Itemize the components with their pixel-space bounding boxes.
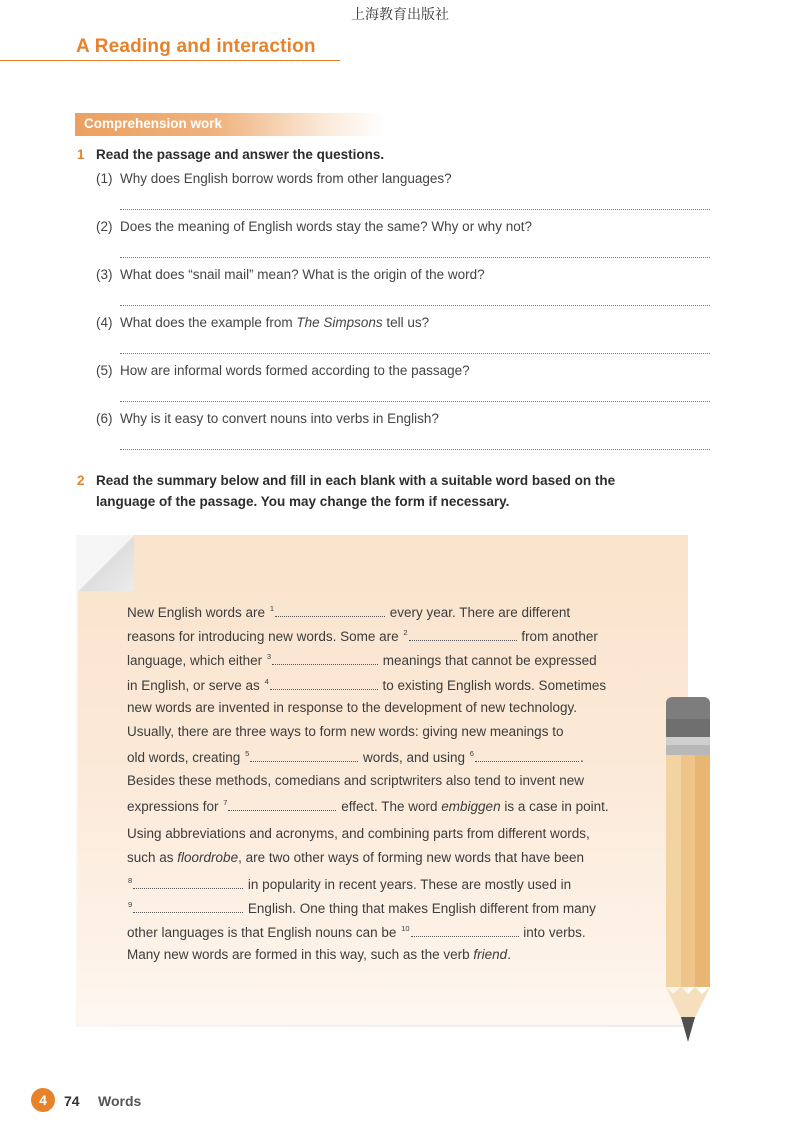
summary-text: , are two other ways of forming new words that have been: [238, 850, 585, 865]
question-5: [96, 363, 470, 378]
summary-text: such as: [127, 850, 178, 865]
answer-line-1[interactable]: [120, 209, 710, 210]
blank-number: 2: [403, 628, 408, 637]
summary-line-4: [127, 676, 606, 693]
summary-italic-word: friend: [473, 947, 508, 962]
blank-6[interactable]: [475, 748, 579, 762]
summary-line-2: [127, 627, 598, 644]
question-italic-title: The Simpsons: [296, 315, 383, 330]
pencil-cap-shade: [666, 719, 710, 737]
blank-2[interactable]: [409, 627, 517, 641]
summary-text: language, which either: [127, 653, 266, 668]
pencil-icon: [664, 697, 712, 1042]
summary-text: into verbs.: [519, 925, 586, 940]
question-text: tell us?: [382, 315, 430, 330]
blank-3[interactable]: [272, 651, 378, 665]
summary-text: English. One thing that makes English different from many: [244, 901, 596, 916]
blank-number: 6: [469, 749, 474, 758]
summary-line-3: [127, 651, 597, 668]
question-number: (1): [96, 171, 113, 186]
section-underline: [0, 60, 340, 61]
question-text: What does the example from: [120, 315, 297, 330]
blank-7[interactable]: [228, 797, 336, 811]
pencil-body-mid: [681, 755, 695, 987]
question-2: [96, 219, 532, 234]
summary-line-1: [127, 603, 570, 620]
summary-text: expressions for: [127, 799, 223, 814]
summary-italic-word: floordrobe: [177, 850, 239, 865]
summary-text: in English, or serve as: [127, 678, 264, 693]
question-text: Why is it easy to convert nouns into verbs in English?: [120, 411, 439, 426]
summary-line-15: [127, 947, 511, 962]
blank-8[interactable]: [133, 875, 243, 889]
answer-line-3[interactable]: [120, 305, 710, 306]
pencil-ferrule-band: [666, 745, 710, 755]
section-title: A Reading and interaction: [76, 36, 316, 57]
blank-number: 8: [128, 876, 133, 885]
question-number: (2): [96, 219, 113, 234]
question-text: Why does English borrow words from other languages?: [120, 171, 452, 186]
summary-line-13: [127, 899, 596, 916]
blank-number: 10: [401, 924, 410, 933]
unit-title: Words: [98, 1093, 142, 1109]
question-text: What does “snail mail” mean? What is the origin of the word?: [120, 267, 485, 282]
summary-text: New English words are: [127, 605, 269, 620]
summary-line-9: [127, 797, 609, 814]
task-1-instruction: Read the passage and answer the questions.: [96, 147, 385, 162]
blank-number: 9: [128, 900, 133, 909]
question-text: How are informal words formed according to the passage?: [120, 363, 470, 378]
summary-text: to existing English words. Sometimes: [378, 678, 607, 693]
question-number: (3): [96, 267, 113, 282]
summary-line-12: [127, 875, 571, 892]
task-1-number: 1: [77, 147, 85, 162]
summary-line-7: [127, 748, 584, 765]
answer-line-4[interactable]: [120, 353, 710, 354]
answer-line-2[interactable]: [120, 257, 710, 258]
summary-text: old words, creating: [127, 750, 245, 765]
summary-text: reasons for introducing new words. Some are: [127, 629, 403, 644]
summary-text: every year. There are different: [385, 605, 571, 620]
blank-number: 1: [269, 604, 274, 613]
blank-number: 3: [266, 652, 272, 661]
summary-text: in popularity in recent years. These are mostly used in: [244, 877, 572, 892]
blank-number: 7: [223, 798, 228, 807]
summary-text: other languages is that English nouns can be: [127, 925, 401, 940]
question-4: [96, 315, 429, 330]
summary-line-8: Besides these methods, comedians and scriptwriters also tend to invent new: [127, 773, 584, 788]
unit-badge: 4: [31, 1088, 55, 1112]
comprehension-banner: [75, 113, 385, 136]
answer-line-5[interactable]: [120, 401, 710, 402]
question-3: [96, 267, 485, 282]
blank-10[interactable]: [411, 923, 519, 937]
summary-text: .: [579, 750, 584, 765]
summary-text: Many new words are formed in this way, such as the verb: [127, 947, 474, 962]
task-2-instruction-line: Read the summary below and fill in each blank with a suitable word based on the: [96, 473, 616, 488]
pencil-body-right: [695, 755, 710, 987]
task-2-instruction: [96, 470, 696, 512]
blank-number: 4: [264, 677, 269, 686]
task-2-instruction-line: language of the passage. You may change the form if necessary.: [96, 494, 510, 509]
task-2-number: 2: [77, 473, 85, 488]
blank-4[interactable]: [270, 676, 378, 690]
pencil-lead: [681, 1017, 695, 1042]
summary-text: effect. The word: [337, 799, 442, 814]
publisher-name: 上海教育出版社: [351, 7, 449, 23]
pencil-ferrule: [666, 737, 710, 745]
answer-line-6[interactable]: [120, 449, 710, 450]
summary-text: is a case in point.: [500, 799, 609, 814]
question-number: (5): [96, 363, 113, 378]
summary-text: words, and using: [359, 750, 469, 765]
summary-line-11: [127, 850, 584, 865]
summary-text: .: [507, 947, 511, 962]
blank-number: 5: [245, 749, 250, 758]
question-6: [96, 411, 439, 426]
summary-text: meanings that cannot be expressed: [379, 653, 597, 668]
pencil-body-left: [666, 755, 681, 987]
question-1: [96, 171, 452, 186]
blank-9[interactable]: [133, 899, 243, 913]
question-number: (6): [96, 411, 113, 426]
question-text: Does the meaning of English words stay the same? Why or why not?: [120, 219, 532, 234]
summary-line-10: Using abbreviations and acronyms, and combining parts from different words,: [127, 826, 590, 841]
blank-1[interactable]: [275, 603, 385, 617]
blank-5[interactable]: [250, 748, 358, 762]
summary-line-14: [127, 923, 586, 940]
comprehension-label: Comprehension work: [84, 116, 223, 131]
question-number: (4): [96, 315, 113, 330]
page-number: 74: [64, 1093, 80, 1109]
summary-italic-word: embiggen: [441, 799, 501, 814]
summary-text: from another: [517, 629, 598, 644]
summary-line-6: Usually, there are three ways to form new words: giving new meanings to: [127, 724, 564, 739]
summary-line-5: new words are invented in response to the development of new technology.: [127, 700, 578, 715]
